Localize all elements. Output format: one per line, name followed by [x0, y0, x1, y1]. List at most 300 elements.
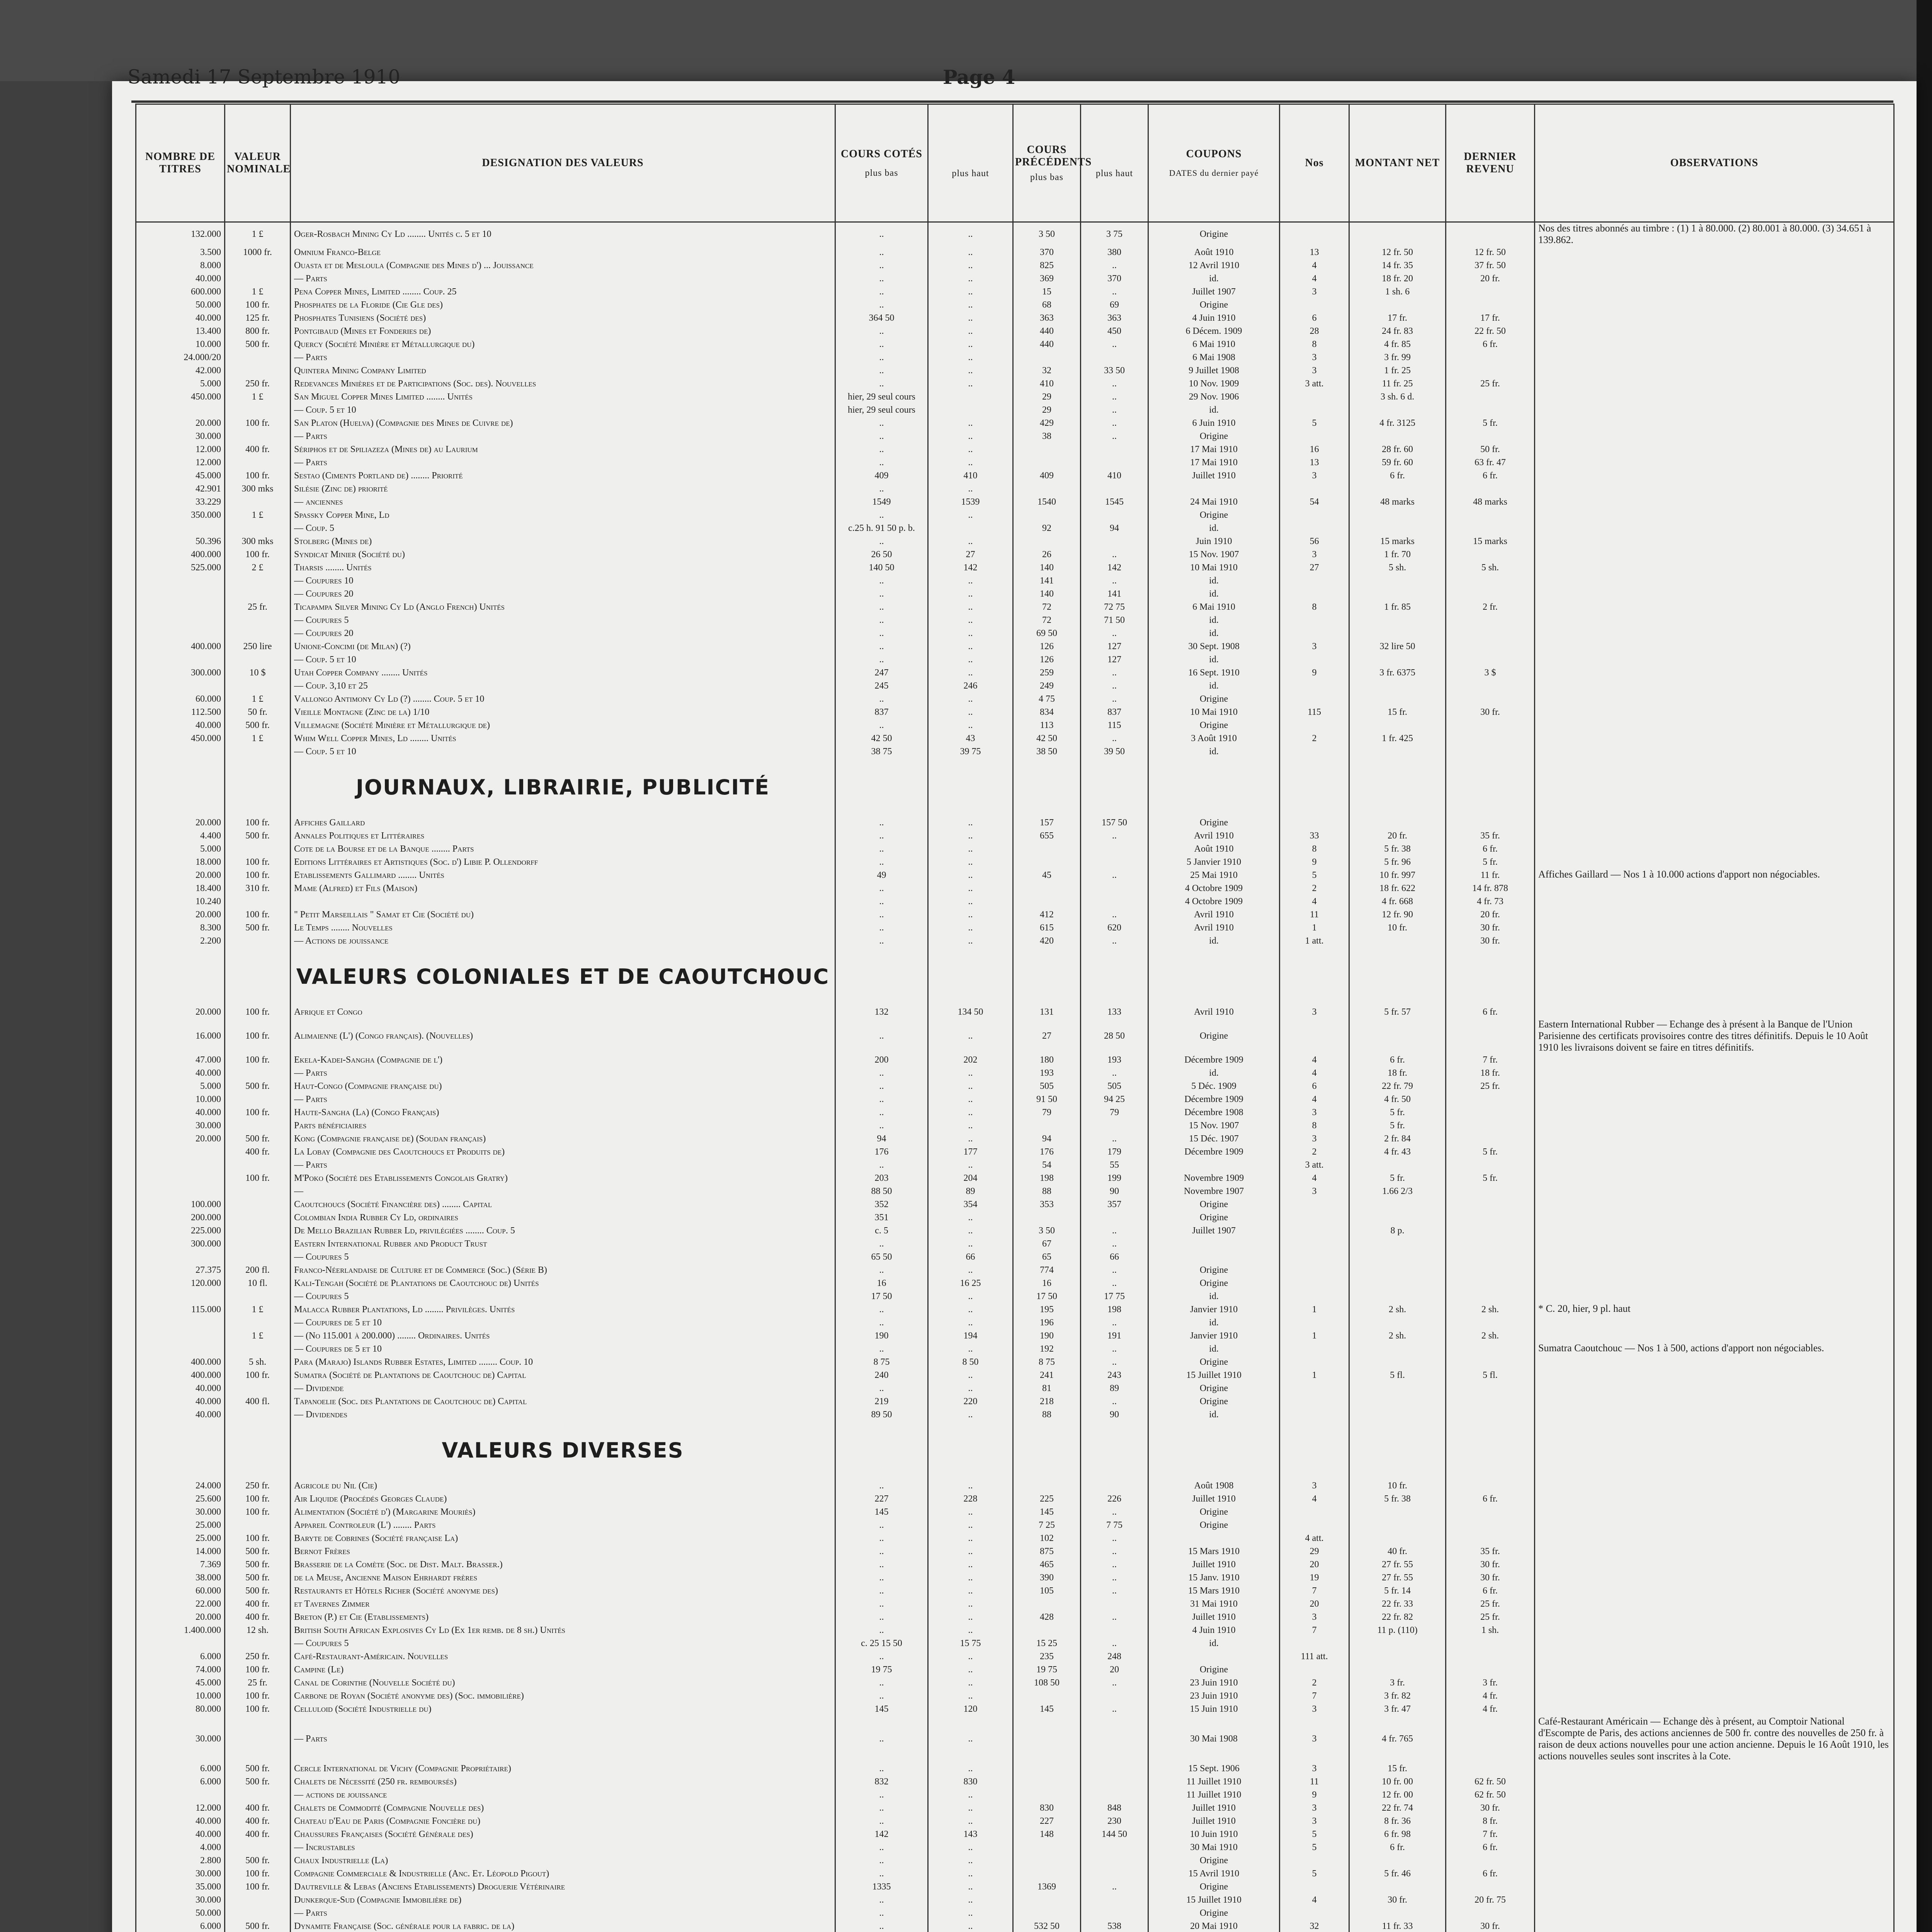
cell-coupon-date: 23 Juin 1910 [1148, 1676, 1280, 1689]
cell-coupon-numero: 5 [1280, 1828, 1349, 1841]
cell-prec-haut: .. [1081, 1637, 1148, 1650]
cell-observation [1535, 482, 1894, 495]
cell-designation: Chaussures Françaises (Société Générale des) [291, 1828, 835, 1841]
cell-designation: Canal de Corinthe (Nouvelle Société du) [291, 1676, 835, 1689]
cell-prec-haut: 7 75 [1081, 1519, 1148, 1532]
table-row [136, 1880, 1894, 1893]
cell-prec-haut: .. [1081, 1676, 1148, 1689]
cell-coupon-numero [1280, 1277, 1349, 1290]
cell-prec-haut: 363 [1081, 311, 1148, 325]
cell-revenu [1446, 548, 1535, 561]
cell-prec-haut: .. [1081, 869, 1148, 882]
cell-coupon-montant [1349, 1264, 1446, 1277]
cell-coupon-date: Origine [1148, 1854, 1280, 1867]
cell-prec-bas: 370 [1013, 246, 1081, 259]
cell-prec-bas [1013, 535, 1081, 548]
cell-cours-haut: 89 [928, 1185, 1013, 1198]
table-row [136, 1663, 1894, 1676]
cell-cours-bas: .. [835, 535, 928, 548]
cell-cours-haut: .. [928, 1624, 1013, 1637]
cell-revenu [1446, 509, 1535, 522]
cell-prec-haut [1081, 1689, 1148, 1702]
cell-prec-bas [1013, 1119, 1081, 1132]
cell-valeur: 400 fr. [225, 1597, 291, 1611]
table-row [136, 855, 1894, 869]
cell-prec-bas [1013, 882, 1081, 895]
cell-designation: — Coupures 5 [291, 1250, 835, 1264]
cell-designation: Le Temps ........ Nouvelles [291, 921, 835, 934]
cell-prec-bas: 27 [1013, 1019, 1081, 1053]
cell-coupon-date: 31 Mai 1910 [1148, 1597, 1280, 1611]
cell-coupon-numero: 28 [1280, 325, 1349, 338]
cell-coupon-montant [1349, 1854, 1446, 1867]
cell-valeur: 500 fr. [225, 1775, 291, 1788]
cell-cours-bas: .. [835, 600, 928, 614]
cell-observation [1535, 1119, 1894, 1132]
table-row [136, 934, 1894, 947]
section-spacer-cell [136, 1421, 225, 1479]
cell-prec-bas: 176 [1013, 1145, 1081, 1158]
cell-observation [1535, 1545, 1894, 1558]
cell-coupon-montant: 18 fr. [1349, 1066, 1446, 1080]
cell-prec-haut: 157 50 [1081, 816, 1148, 829]
cell-coupon-date: Juillet 1910 [1148, 469, 1280, 482]
cell-designation: — actions de jouissance [291, 1788, 835, 1801]
stock-listing-table [135, 104, 1895, 1932]
table-row [136, 443, 1894, 456]
cell-prec-haut: .. [1081, 417, 1148, 430]
cell-observation [1535, 1479, 1894, 1492]
cell-prec-haut: 39 50 [1081, 745, 1148, 758]
cell-observation [1535, 1198, 1894, 1211]
cell-observation [1535, 679, 1894, 692]
cell-observation [1535, 1172, 1894, 1185]
cell-coupon-date: id. [1148, 1342, 1280, 1355]
cell-designation: Phosphates de la Floride (Cie Gle des) [291, 298, 835, 311]
cell-coupon-numero: 3 [1280, 1611, 1349, 1624]
cell-valeur: 500 fr. [225, 1571, 291, 1584]
cell-designation: Ticapampa Silver Mining Cy Ld (Anglo French) Unités [291, 600, 835, 614]
cell-valeur: 500 fr. [225, 1920, 291, 1932]
cell-revenu: 6 fr. [1446, 338, 1535, 351]
cell-valeur [225, 272, 291, 285]
cell-nombre: 4.000 [136, 1841, 225, 1854]
cell-designation: Para (Marajo) Islands Rubber Estates, Limited ........ Coup. 10 [291, 1355, 835, 1369]
cell-coupon-date [1148, 1158, 1280, 1172]
cell-prec-bas: 102 [1013, 1532, 1081, 1545]
cell-coupon-date: Origine [1148, 1519, 1280, 1532]
cell-nombre: 13.400 [136, 325, 225, 338]
cell-designation: — (No 115.001 à 200.000) ........ Ordinaires. Unités [291, 1329, 835, 1342]
cell-coupon-date: 30 Mai 1910 [1148, 1841, 1280, 1854]
cell-revenu [1446, 1355, 1535, 1369]
cell-revenu: 7 fr. [1446, 1053, 1535, 1066]
cell-coupon-numero: 111 att. [1280, 1650, 1349, 1663]
cell-nombre: 600.000 [136, 285, 225, 298]
cell-coupon-date: 30 Sept. 1908 [1148, 640, 1280, 653]
table-row [136, 679, 1894, 692]
table-row [136, 1624, 1894, 1637]
cell-prec-bas: 29 [1013, 403, 1081, 417]
table-row [136, 1106, 1894, 1119]
cell-prec-haut: 243 [1081, 1369, 1148, 1382]
table-row [136, 1492, 1894, 1505]
cell-coupon-date: 20 Mai 1910 [1148, 1920, 1280, 1932]
cell-designation: — Coupures 10 [291, 574, 835, 587]
table-row [136, 1828, 1894, 1841]
cell-revenu: 6 fr. [1446, 1841, 1535, 1854]
section-spacer-cell [1148, 758, 1280, 816]
cell-cours-haut [928, 403, 1013, 417]
cell-prec-bas: 131 [1013, 1005, 1081, 1019]
cell-valeur: 100 fr. [225, 1880, 291, 1893]
cell-observation [1535, 745, 1894, 758]
cell-prec-haut [1081, 1119, 1148, 1132]
cell-cours-bas: .. [835, 908, 928, 921]
cell-observation [1535, 1611, 1894, 1624]
cell-revenu: 12 fr. 50 [1446, 246, 1535, 259]
cell-coupon-date: Avril 1910 [1148, 921, 1280, 934]
cell-cours-bas: .. [835, 325, 928, 338]
table-row [136, 1264, 1894, 1277]
cell-prec-bas: 81 [1013, 1382, 1081, 1395]
cell-prec-bas: 825 [1013, 259, 1081, 272]
cell-valeur [225, 1906, 291, 1920]
cell-coupon-numero: 3 [1280, 364, 1349, 377]
cell-designation: Baryte de Cobrines (Société française La) [291, 1532, 835, 1545]
table-row [136, 1689, 1894, 1702]
cell-observation [1535, 614, 1894, 627]
section-spacer-cell [835, 947, 928, 1005]
table-row [136, 1788, 1894, 1801]
cell-cours-haut: 354 [928, 1198, 1013, 1211]
cell-nombre [136, 1342, 225, 1355]
cell-coupon-date: 25 Mai 1910 [1148, 869, 1280, 882]
cell-valeur: 310 fr. [225, 882, 291, 895]
section-spacer-cell [1148, 947, 1280, 1005]
cell-valeur [225, 842, 291, 855]
cell-coupon-numero: 54 [1280, 495, 1349, 509]
cell-prec-bas: 8 75 [1013, 1355, 1081, 1369]
cell-prec-haut: .. [1081, 1342, 1148, 1355]
cell-valeur: 1 £ [225, 1303, 291, 1316]
cell-nombre: 400.000 [136, 1355, 225, 1369]
cell-cours-haut: .. [928, 298, 1013, 311]
cell-cours-haut: .. [928, 1479, 1013, 1492]
cell-cours-haut: 134 50 [928, 1005, 1013, 1019]
cell-coupon-date: Origine [1148, 1355, 1280, 1369]
cell-valeur [225, 1158, 291, 1172]
cell-revenu: 6 fr. [1446, 1492, 1535, 1505]
cell-prec-haut: .. [1081, 1264, 1148, 1277]
cell-coupon-numero [1280, 1019, 1349, 1053]
cell-valeur: 100 fr. [225, 417, 291, 430]
cell-coupon-numero: 5 [1280, 1867, 1349, 1880]
cell-observation [1535, 285, 1894, 298]
cell-nombre: 120.000 [136, 1277, 225, 1290]
cell-prec-bas: 428 [1013, 1611, 1081, 1624]
cell-nombre: 400.000 [136, 1369, 225, 1382]
cell-prec-bas: 145 [1013, 1702, 1081, 1716]
cell-valeur: 500 fr. [225, 719, 291, 732]
cell-nombre: 18.000 [136, 855, 225, 869]
cell-coupon-numero: 19 [1280, 1571, 1349, 1584]
cell-designation: — Parts [291, 272, 835, 285]
table-row [136, 706, 1894, 719]
cell-coupon-montant: 40 fr. [1349, 1545, 1446, 1558]
cell-valeur: 300 mks [225, 535, 291, 548]
cell-coupon-montant: 27 fr. 55 [1349, 1558, 1446, 1571]
cell-prec-haut [1081, 535, 1148, 548]
cell-observation [1535, 1395, 1894, 1408]
cell-revenu: 7 fr. [1446, 1828, 1535, 1841]
cell-coupon-montant [1349, 1906, 1446, 1920]
cell-valeur: 100 fr. [225, 1005, 291, 1019]
cell-valeur: 100 fr. [225, 1689, 291, 1702]
cell-designation: — Dividendes [291, 1408, 835, 1421]
cell-cours-haut: .. [928, 1290, 1013, 1303]
cell-cours-bas: .. [835, 855, 928, 869]
cell-observation [1535, 364, 1894, 377]
cell-coupon-numero: 4 [1280, 1893, 1349, 1906]
cell-coupon-montant [1349, 1198, 1446, 1211]
cell-coupon-montant [1349, 1342, 1446, 1355]
cell-coupon-numero [1280, 1211, 1349, 1224]
cell-cours-bas: .. [835, 1650, 928, 1663]
cell-cours-bas: .. [835, 1237, 928, 1250]
cell-coupon-montant: 20 fr. [1349, 829, 1446, 842]
cell-designation: Quintera Mining Company Limited [291, 364, 835, 377]
table-row [136, 1815, 1894, 1828]
cell-prec-haut [1081, 895, 1148, 908]
cell-cours-haut: 220 [928, 1395, 1013, 1408]
cell-cours-bas: c.25 h. 91 50 p. b. [835, 522, 928, 535]
cell-coupon-date: id. [1148, 679, 1280, 692]
cell-prec-bas: 67 [1013, 1237, 1081, 1250]
table-row [136, 469, 1894, 482]
cell-cours-haut: .. [928, 1106, 1013, 1119]
cell-coupon-montant: 5 fr. 96 [1349, 855, 1446, 869]
cell-coupon-numero [1280, 1382, 1349, 1395]
cell-nombre: 18.400 [136, 882, 225, 895]
cell-prec-bas [1013, 1624, 1081, 1637]
cell-nombre [136, 1788, 225, 1801]
cell-coupon-montant: 2 fr. 84 [1349, 1132, 1446, 1145]
cell-prec-haut [1081, 456, 1148, 469]
cell-coupon-montant: 3 fr. 99 [1349, 351, 1446, 364]
cell-nombre: 1.400.000 [136, 1624, 225, 1637]
cell-cours-haut: .. [928, 1019, 1013, 1053]
section-spacer-cell [1349, 947, 1446, 1005]
cell-nombre: 10.000 [136, 1689, 225, 1702]
cell-nombre: 5.000 [136, 842, 225, 855]
page-date: Samedi 17 Septembre 1910 [128, 66, 401, 88]
cell-valeur: 400 fl. [225, 1395, 291, 1408]
cell-designation [291, 895, 835, 908]
cell-observation [1535, 1788, 1894, 1801]
cell-valeur [225, 1224, 291, 1237]
cell-coupon-montant: 1 sh. 6 [1349, 285, 1446, 298]
cell-revenu [1446, 1382, 1535, 1395]
cell-nombre: 20.000 [136, 908, 225, 921]
cell-coupon-date: Origine [1148, 222, 1280, 246]
cell-designation: — Coupures de 5 et 10 [291, 1342, 835, 1355]
cell-designation: Pena Copper Mines, Limited ........ Coup. 25 [291, 285, 835, 298]
cell-prec-haut: .. [1081, 1702, 1148, 1716]
cell-cours-haut: .. [928, 325, 1013, 338]
cell-coupon-numero: 7 [1280, 1584, 1349, 1597]
table-row [136, 1250, 1894, 1264]
cell-prec-haut: 89 [1081, 1382, 1148, 1395]
cell-nombre: 25.600 [136, 1492, 225, 1505]
cell-designation: Stolberg (Mines de) [291, 535, 835, 548]
table-row [136, 1277, 1894, 1290]
cell-designation: Etablissements Gallimard ........ Unités [291, 869, 835, 882]
cell-coupon-montant: 12 fr. 90 [1349, 908, 1446, 921]
cell-nombre: 14.000 [136, 1545, 225, 1558]
cell-designation: Caoutchoucs (Société Financière des) ........ Capital [291, 1198, 835, 1211]
cell-cours-haut: .. [928, 1597, 1013, 1611]
cell-observation [1535, 469, 1894, 482]
cell-coupon-montant: 4 fr. 85 [1349, 338, 1446, 351]
cell-coupon-numero [1280, 1854, 1349, 1867]
cell-cours-bas: .. [835, 222, 928, 246]
cell-prec-haut: 230 [1081, 1815, 1148, 1828]
cell-cours-haut: .. [928, 1545, 1013, 1558]
prec-bas-label: plus bas [1030, 172, 1063, 182]
cell-observation [1535, 895, 1894, 908]
cell-cours-bas: 240 [835, 1369, 928, 1382]
table-row [136, 1611, 1894, 1624]
table-row [136, 1532, 1894, 1545]
cell-coupon-numero: 1 [1280, 1369, 1349, 1382]
cell-prec-haut: 142 [1081, 561, 1148, 574]
cell-revenu: 5 fr. [1446, 1172, 1535, 1185]
cell-prec-haut: 127 [1081, 653, 1148, 666]
cell-coupon-date: Origine [1148, 1505, 1280, 1519]
col-valeur-nominale: VALEUR NOMINALE [225, 104, 291, 222]
cell-coupon-date: Juillet 1910 [1148, 1492, 1280, 1505]
cell-coupon-date: Novembre 1909 [1148, 1172, 1280, 1185]
section-heading-row [136, 758, 1894, 816]
cell-coupon-montant: 28 fr. 60 [1349, 443, 1446, 456]
cell-cours-bas: 409 [835, 469, 928, 482]
cell-revenu: 25 fr. [1446, 1597, 1535, 1611]
cell-nombre: 8.000 [136, 259, 225, 272]
cell-prec-bas: 190 [1013, 1329, 1081, 1342]
cell-observation [1535, 1145, 1894, 1158]
cell-nombre: 33.229 [136, 495, 225, 509]
cell-observation [1535, 934, 1894, 947]
cell-coupon-montant: 8 p. [1349, 1224, 1446, 1237]
cell-valeur: 100 fr. [225, 816, 291, 829]
cell-nombre: 60.000 [136, 1584, 225, 1597]
cell-prec-haut: 837 [1081, 706, 1148, 719]
cell-valeur: 500 fr. [225, 921, 291, 934]
cell-coupon-date: 4 Juin 1910 [1148, 1624, 1280, 1637]
table-row [136, 1702, 1894, 1716]
cell-prec-bas: 19 75 [1013, 1663, 1081, 1676]
cell-coupon-numero [1280, 692, 1349, 706]
cell-coupon-numero [1280, 1264, 1349, 1277]
cell-coupon-montant [1349, 1650, 1446, 1663]
table-row [136, 1080, 1894, 1093]
cell-prec-bas: 29 [1013, 390, 1081, 403]
table-row [136, 390, 1894, 403]
cell-coupon-montant [1349, 1158, 1446, 1172]
cell-cours-haut: 830 [928, 1775, 1013, 1788]
cell-nombre: 40.000 [136, 1382, 225, 1395]
cell-cours-haut: 1539 [928, 495, 1013, 509]
cell-coupon-numero: 8 [1280, 1119, 1349, 1132]
table-row [136, 1571, 1894, 1584]
cell-revenu: 37 fr. 50 [1446, 259, 1535, 272]
cell-cours-bas: 176 [835, 1145, 928, 1158]
section-title: VALEURS DIVERSES [291, 1421, 835, 1479]
cell-coupon-date: 15 Nov. 1907 [1148, 1119, 1280, 1132]
cell-cours-bas: .. [835, 1716, 928, 1762]
cell-revenu [1446, 285, 1535, 298]
cell-nombre: 24.000/20 [136, 351, 225, 364]
cell-coupon-date: Novembre 1907 [1148, 1185, 1280, 1198]
cell-nombre: 10.000 [136, 1093, 225, 1106]
cell-coupon-date: Origine [1148, 1906, 1280, 1920]
cell-valeur [225, 1198, 291, 1211]
cell-revenu [1446, 1637, 1535, 1650]
cell-valeur: 100 fr. [225, 869, 291, 882]
cell-designation: — Coup. 5 et 10 [291, 653, 835, 666]
cell-nombre: 25.000 [136, 1519, 225, 1532]
col-coupon-date [1148, 104, 1280, 222]
cell-designation: Whim Well Copper Mines, Ld ........ Unités [291, 732, 835, 745]
cell-observation [1535, 1815, 1894, 1828]
cell-cours-haut: .. [928, 417, 1013, 430]
cell-valeur [225, 1066, 291, 1080]
cell-coupon-montant [1349, 1505, 1446, 1519]
cell-valeur: 100 fr. [225, 1532, 291, 1545]
cell-prec-bas: 3 50 [1013, 1224, 1081, 1237]
cell-valeur [225, 1211, 291, 1224]
cell-cours-bas: 203 [835, 1172, 928, 1185]
cell-coupon-numero: 3 [1280, 1815, 1349, 1828]
cell-coupon-montant: 15 fr. [1349, 1762, 1446, 1775]
cell-nombre: 5.000 [136, 1080, 225, 1093]
cell-revenu: 14 fr. 878 [1446, 882, 1535, 895]
cell-coupon-date: Décembre 1908 [1148, 1106, 1280, 1119]
cell-designation: Vallongo Antimony Cy Ld (?) ........ Coup. 5 et 10 [291, 692, 835, 706]
cell-valeur [225, 522, 291, 535]
cell-cours-haut: 39 75 [928, 745, 1013, 758]
cell-prec-bas: 532 50 [1013, 1920, 1081, 1932]
table-row [136, 653, 1894, 666]
cell-coupon-montant [1349, 1880, 1446, 1893]
cell-revenu: 6 fr. [1446, 1584, 1535, 1597]
cell-valeur [225, 1290, 291, 1303]
cell-cours-bas: .. [835, 1303, 928, 1316]
cell-coupon-date: Janvier 1910 [1148, 1329, 1280, 1342]
section-spacer-cell [1349, 1421, 1446, 1479]
cell-designation: Air Liquide (Procédés Georges Claude) [291, 1492, 835, 1505]
cell-designation: Pontgibaud (Mines et Fonderies de) [291, 325, 835, 338]
cell-designation: — Parts [291, 1906, 835, 1920]
cell-valeur [225, 895, 291, 908]
cell-prec-haut: 191 [1081, 1329, 1148, 1342]
cell-nombre: 12.000 [136, 1801, 225, 1815]
cell-observation [1535, 403, 1894, 417]
cell-nombre: 30.000 [136, 1867, 225, 1880]
cell-revenu: 35 fr. [1446, 829, 1535, 842]
cell-prec-haut [1081, 1867, 1148, 1880]
